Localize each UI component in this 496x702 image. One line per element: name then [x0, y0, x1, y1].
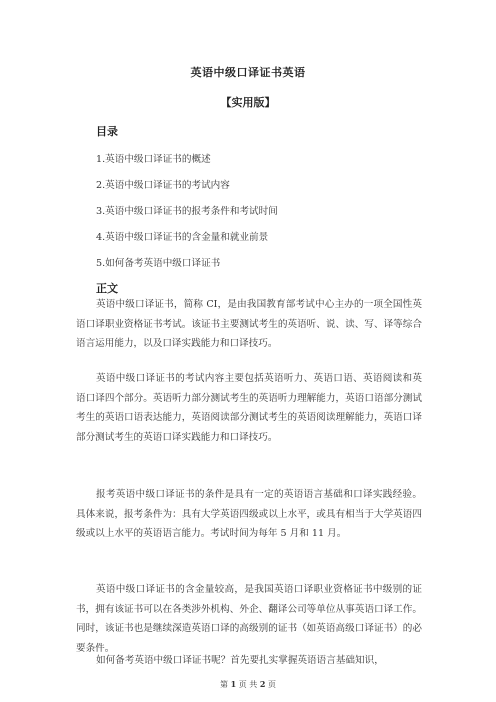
toc-item-2: 2.英语中级口译证书的考试内容: [96, 180, 230, 191]
document-title: 英语中级口译证书英语: [190, 66, 306, 79]
footer-total-pages: 2: [259, 679, 266, 689]
footer-page-number: 1: [230, 679, 237, 689]
body-heading: 正文: [96, 282, 118, 295]
toc-item-3: 3.英语中级口译证书的报考条件和考试时间: [96, 206, 278, 217]
toc-heading: 目录: [96, 125, 118, 138]
body-paragraph-3: 报考英语中级口译证书的条件是具有一定的英语语言基础和口译实践经验。具体来说，报考条件为：具有大学英语四级或以上水平，或具有相当于大学英语四级或以上水平的英语语言能力。考试时间为每年 5 月和 11 月。: [76, 489, 422, 539]
page-footer: [0, 679, 496, 690]
body-paragraph-5: 如何备考英语中级口译证书呢？首先要扎实掌握英语语言基础知识，: [96, 655, 384, 666]
toc-item-5: 5.如何备考英语中级口译证书: [96, 258, 221, 269]
body-paragraph-4: 英语中级口译证书的含金量较高，是我国英语口译职业资格证书中级别的证书，拥有该证书可以在各类涉外机构、外企、翻译公司等单位从事英语口译工作。同时，该证书也是继续深造英语口译的高级别的证书（如英语高级口译证书）的必要条件。: [76, 584, 422, 654]
footer-prefix: 第: [220, 680, 229, 689]
footer-suffix: 页: [267, 680, 276, 689]
document-subtitle: 【实用版】: [220, 96, 276, 109]
toc-item-1: 1.英语中级口译证书的概述: [96, 154, 211, 165]
body-paragraph-1: 英语中级口译证书，简称 CI，是由我国教育部考试中心主办的一项全国性英语口译职业资格证书考试。该证书主要测试考生的英语听、说、读、写、译等综合语言运用能力，以及口译实践能力和口译技巧。: [76, 299, 422, 349]
toc-item-4: 4.英语中级口译证书的含金量和就业前景: [96, 232, 269, 243]
footer-middle: 页 共: [238, 680, 258, 689]
body-paragraph-2: 英语中级口译证书的考试内容主要包括英语听力、英语口语、英语阅读和英语口译四个部分。英语听力部分测试考生的英语听力理解能力，英语口语部分测试考生的英语口语表达能力，英语阅读部分测试考生的英语阅读理解能力，英语口译部分测试考生的英语口译实践能力和口译技巧。: [76, 373, 422, 443]
